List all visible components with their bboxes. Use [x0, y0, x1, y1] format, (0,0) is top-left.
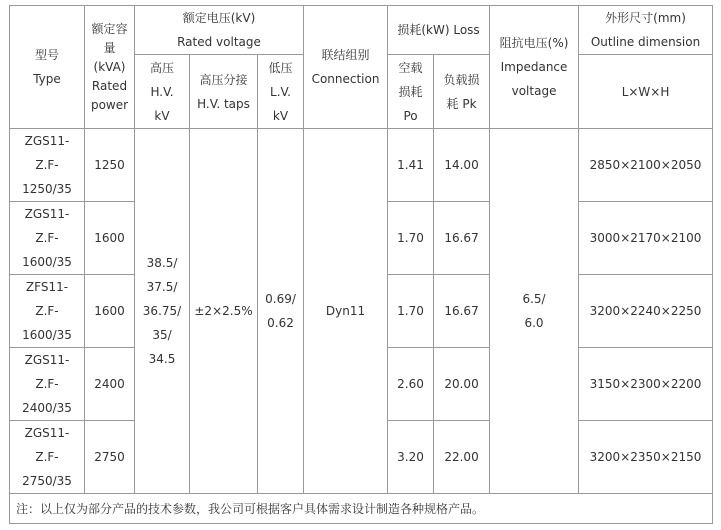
cell-capacity: 2750	[85, 421, 135, 494]
cell-load-loss: 16.67	[434, 202, 490, 275]
cell-load-loss: 14.00	[434, 129, 490, 202]
header-hv-taps: 高压分接 H.V. taps	[190, 55, 258, 129]
cell-dimensions: 3200×2350×2150	[579, 421, 713, 494]
header-no-load-loss: 空载 损耗 Po	[388, 55, 434, 129]
cell-capacity: 1600	[85, 202, 135, 275]
cell-load-loss: 16.67	[434, 275, 490, 348]
cell-type: ZGS11- Z.F- 2400/35	[10, 348, 85, 421]
cell-type: ZGS11- Z.F- 1250/35	[10, 129, 85, 202]
header-row-1	[10, 6, 713, 55]
cell-no-load-loss: 1.70	[388, 202, 434, 275]
header-hv: 高压 H.V. kV	[135, 55, 190, 129]
table-note: 注：以上仅为部分产品的技术参数，我公司可根据客户具体需求设计制造各种规格产品。	[10, 494, 713, 524]
cell-capacity: 2400	[85, 348, 135, 421]
cell-hv-taps: ±2×2.5%	[190, 129, 258, 494]
header-rated-voltage: 额定电压(kV) Rated voltage	[135, 6, 304, 55]
cell-connection: Dyn11	[304, 129, 388, 494]
header-load-loss: 负载损 耗 Pk	[434, 55, 490, 129]
cell-dimensions: 2850×2100×2050	[579, 129, 713, 202]
header-outline: 外形尺寸(mm) Outline dimension	[579, 6, 713, 55]
cell-dimensions: 3200×2240×2250	[579, 275, 713, 348]
header-type: 型号 Type	[10, 6, 85, 129]
cell-no-load-loss: 3.20	[388, 421, 434, 494]
spec-table-container	[9, 5, 713, 524]
header-capacity: 额定容 量 (kVA) Rated power	[85, 6, 135, 129]
cell-dimensions: 3000×2170×2100	[579, 202, 713, 275]
cell-load-loss: 20.00	[434, 348, 490, 421]
header-connection: 联结组别 Connection	[304, 6, 388, 129]
cell-dimensions: 3150×2300×2200	[579, 348, 713, 421]
cell-no-load-loss: 1.41	[388, 129, 434, 202]
cell-no-load-loss: 2.60	[388, 348, 434, 421]
cell-impedance: 6.5/ 6.0	[490, 129, 579, 494]
cell-type: ZFS11- Z.F- 1600/35	[10, 275, 85, 348]
spec-table	[9, 5, 713, 524]
header-loss: 损耗(kW) Loss	[388, 6, 490, 55]
cell-type: ZGS11- Z.F- 1600/35	[10, 202, 85, 275]
cell-type: ZGS11- Z.F- 2750/35	[10, 421, 85, 494]
header-lwh: L×W×H	[579, 55, 713, 129]
note-row	[10, 494, 713, 524]
header-impedance: 阻抗电压(%) Impedance voltage	[490, 6, 579, 129]
cell-no-load-loss: 1.70	[388, 275, 434, 348]
table-row	[10, 129, 713, 202]
cell-lv-voltage: 0.69/ 0.62	[258, 129, 304, 494]
cell-capacity: 1250	[85, 129, 135, 202]
cell-load-loss: 22.00	[434, 421, 490, 494]
cell-hv-voltage: 38.5/ 37.5/ 36.75/ 35/ 34.5	[135, 129, 190, 494]
header-lv: 低压 L.V. kV	[258, 55, 304, 129]
cell-capacity: 1600	[85, 275, 135, 348]
